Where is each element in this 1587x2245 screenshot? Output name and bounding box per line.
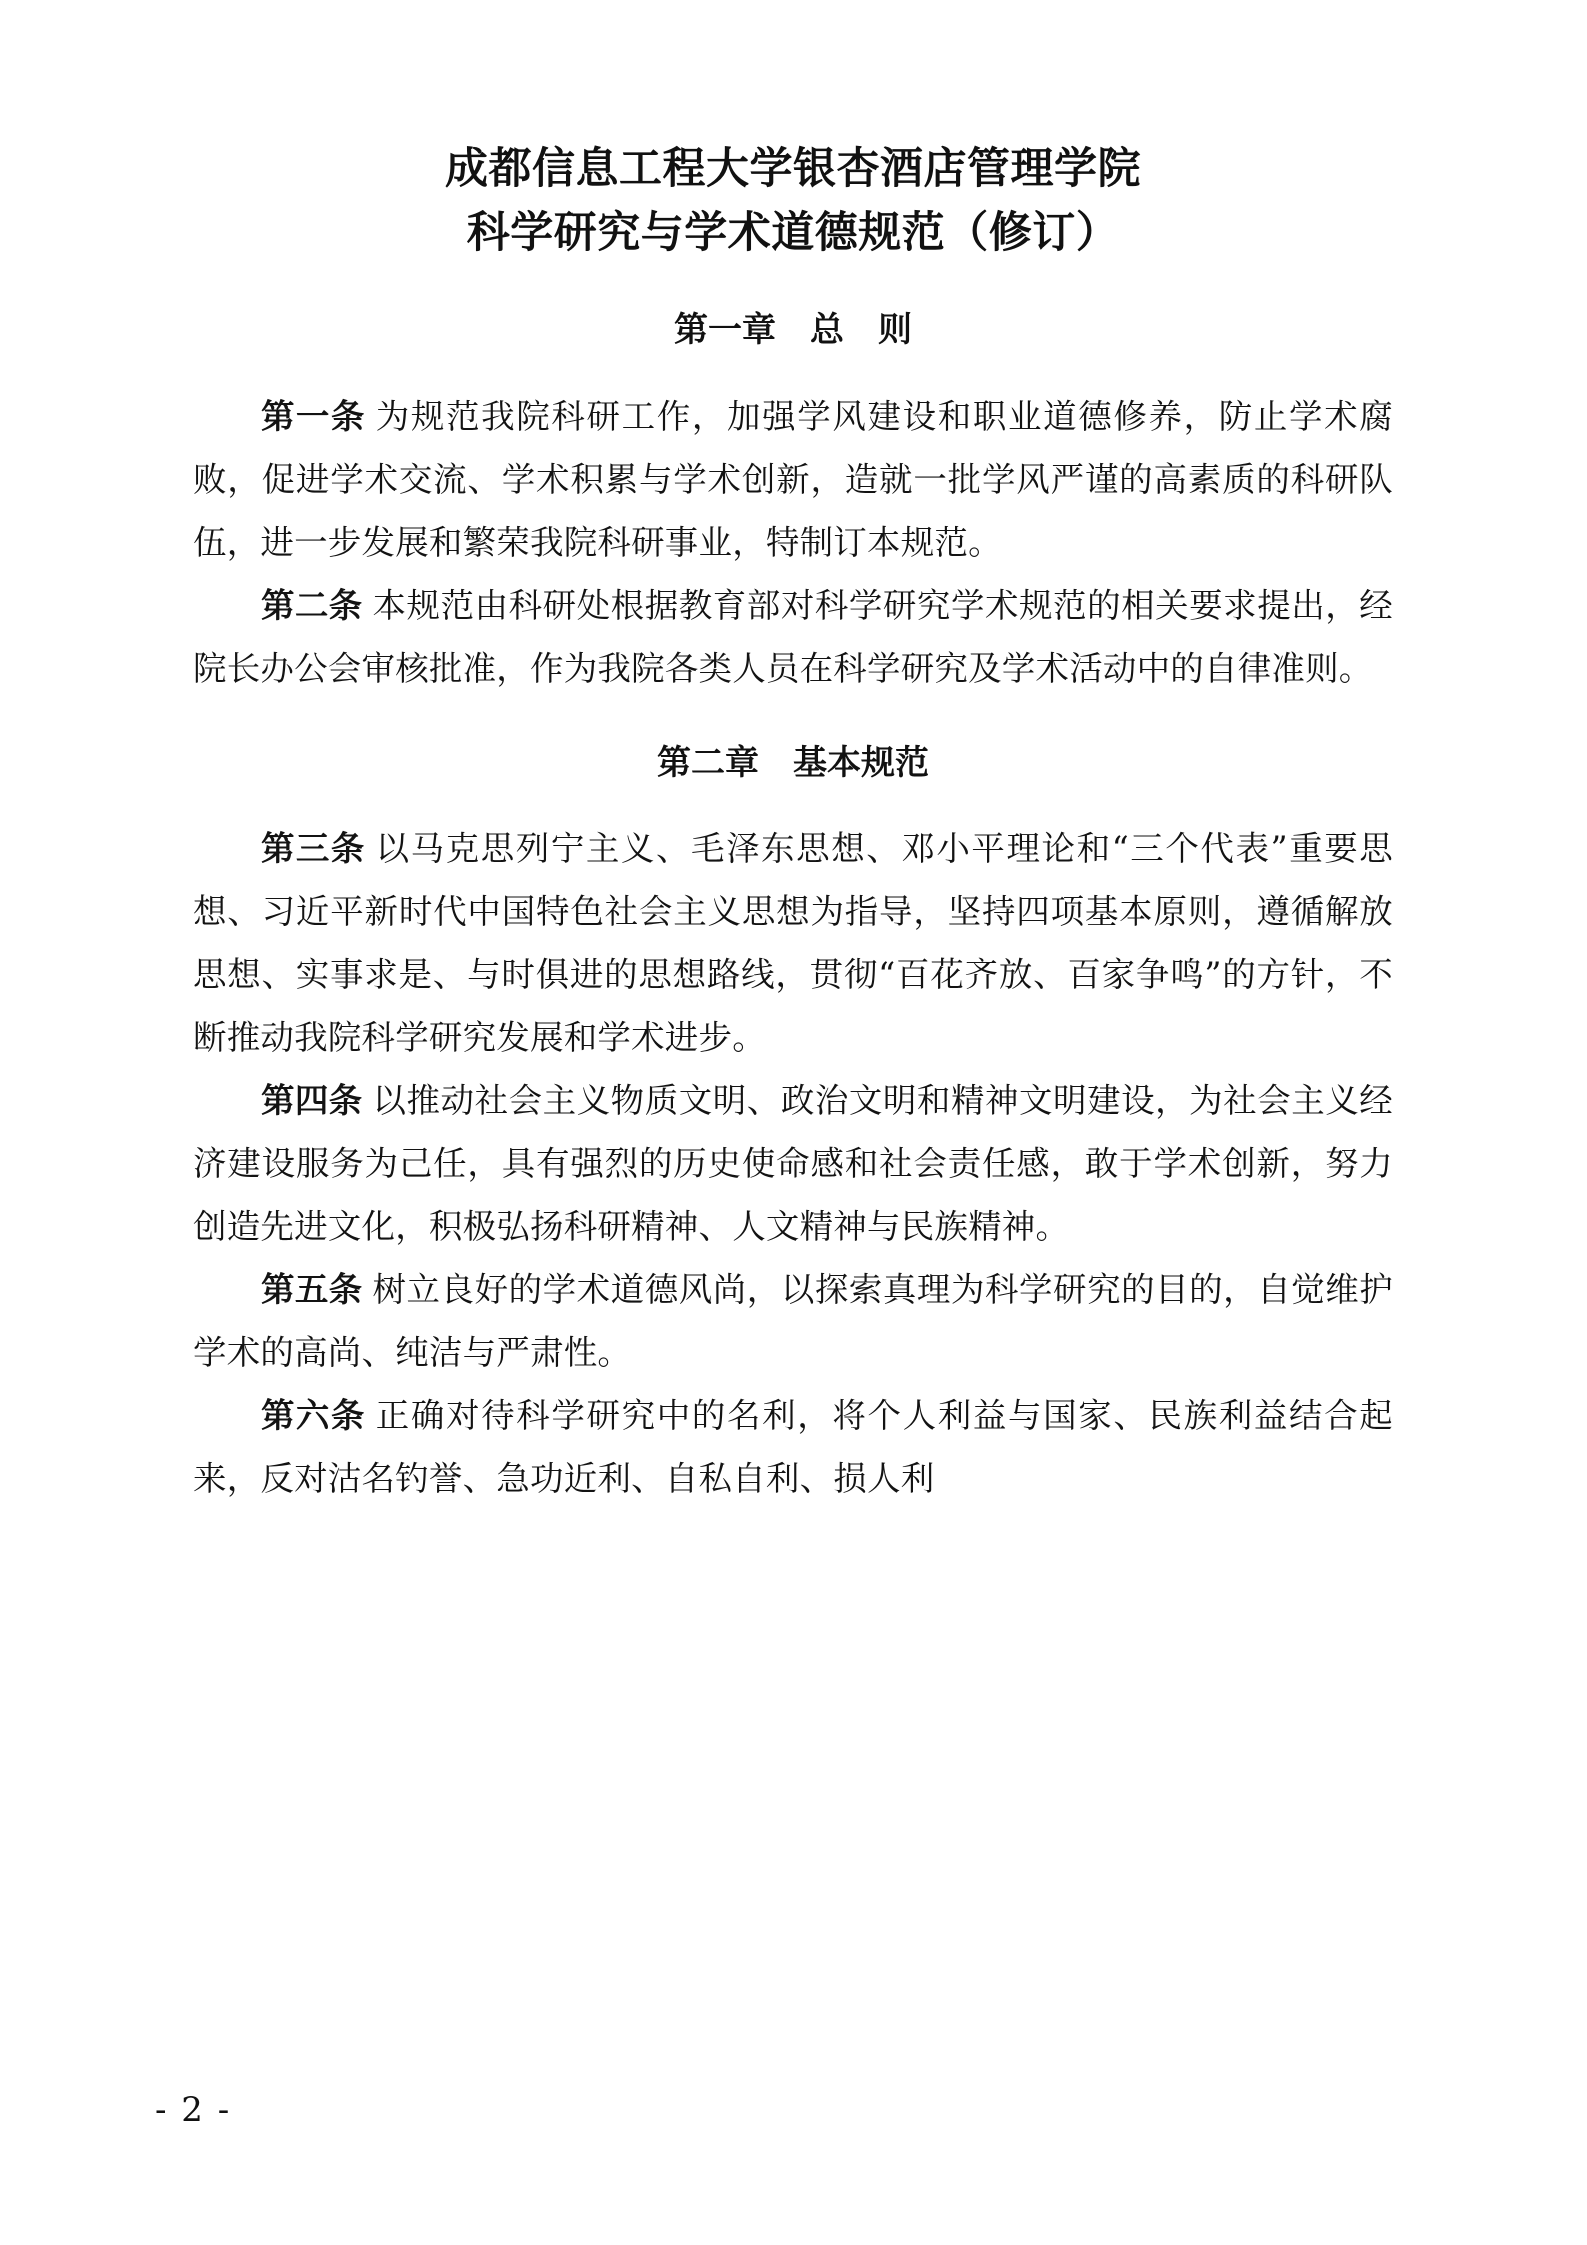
- page-content: [193, 0, 1393, 1510]
- article-label: 第二条: [261, 585, 363, 625]
- article-paragraph: [193, 1258, 1393, 1384]
- document-title-line-2: 科学研究与学术道德规范（修订）: [466, 207, 1120, 258]
- page-number: - 2 -: [155, 2090, 232, 2130]
- article-text: 树立良好的学术道德风尚，以探索真理为科学研究的目的，自觉维护学术的高尚、纯洁与严肃性。: [193, 1270, 1393, 1373]
- page-title: [193, 138, 1393, 265]
- article-text: 本规范由科研处根据教育部对科学研究学术规范的相关要求提出，经院长办公会审核批准，作为我院各类人员在科学研究及学术活动中的自律准则。: [193, 585, 1393, 688]
- document-title-line-1: 成都信息工程大学银杏酒店管理学院: [445, 144, 1141, 194]
- article-paragraph: [193, 385, 1393, 574]
- chapter-heading-2: 第二章 基本规范: [657, 742, 929, 783]
- article-text: 为规范我院科研工作，加强学风建设和职业道德修养，防止学术腐败，促进学术交流、学术积累与学术创新，造就一批学风严谨的高素质的科研队伍，进一步发展和繁荣我院科研事业，特制订本规范。: [193, 396, 1393, 562]
- article-label: 第四条: [261, 1081, 363, 1121]
- article-text: 正确对待科学研究中的名利，将个人利益与国家、民族利益结合起来，反对沽名钓誉、急功近利、自私自利、损人利: [193, 1396, 1393, 1499]
- article-paragraph: [193, 1069, 1393, 1258]
- article-label: 第五条: [261, 1270, 363, 1310]
- document-title-block: [193, 0, 1393, 265]
- article-paragraph: [193, 817, 1393, 1069]
- article-label: 第一条: [261, 396, 366, 436]
- chapter-heading-1: 第一章 总 则: [674, 310, 912, 351]
- article-paragraph: [193, 1384, 1393, 1510]
- article-label: 第三条: [261, 829, 366, 869]
- article-text: 以马克思列宁主义、毛泽东思想、邓小平理论和“三个代表”重要思想、习近平新时代中国特色社会主义思想为指导，坚持四项基本原则，遵循解放思想、实事求是、与时俱进的思想路线，贯彻“百花齐放、百家争鸣”的方针，不断推动我院科学研究发展和学术进步。: [193, 829, 1393, 1058]
- article-paragraph: [193, 574, 1393, 700]
- article-text: 以推动社会主义物质文明、政治文明和精神文明建设，为社会主义经济建设服务为己任，具有强烈的历史使命感和社会责任感，敢于学术创新，努力创造先进文化，积极弘扬科研精神、人文精神与民族精神。: [193, 1081, 1393, 1247]
- article-label: 第六条: [261, 1396, 366, 1436]
